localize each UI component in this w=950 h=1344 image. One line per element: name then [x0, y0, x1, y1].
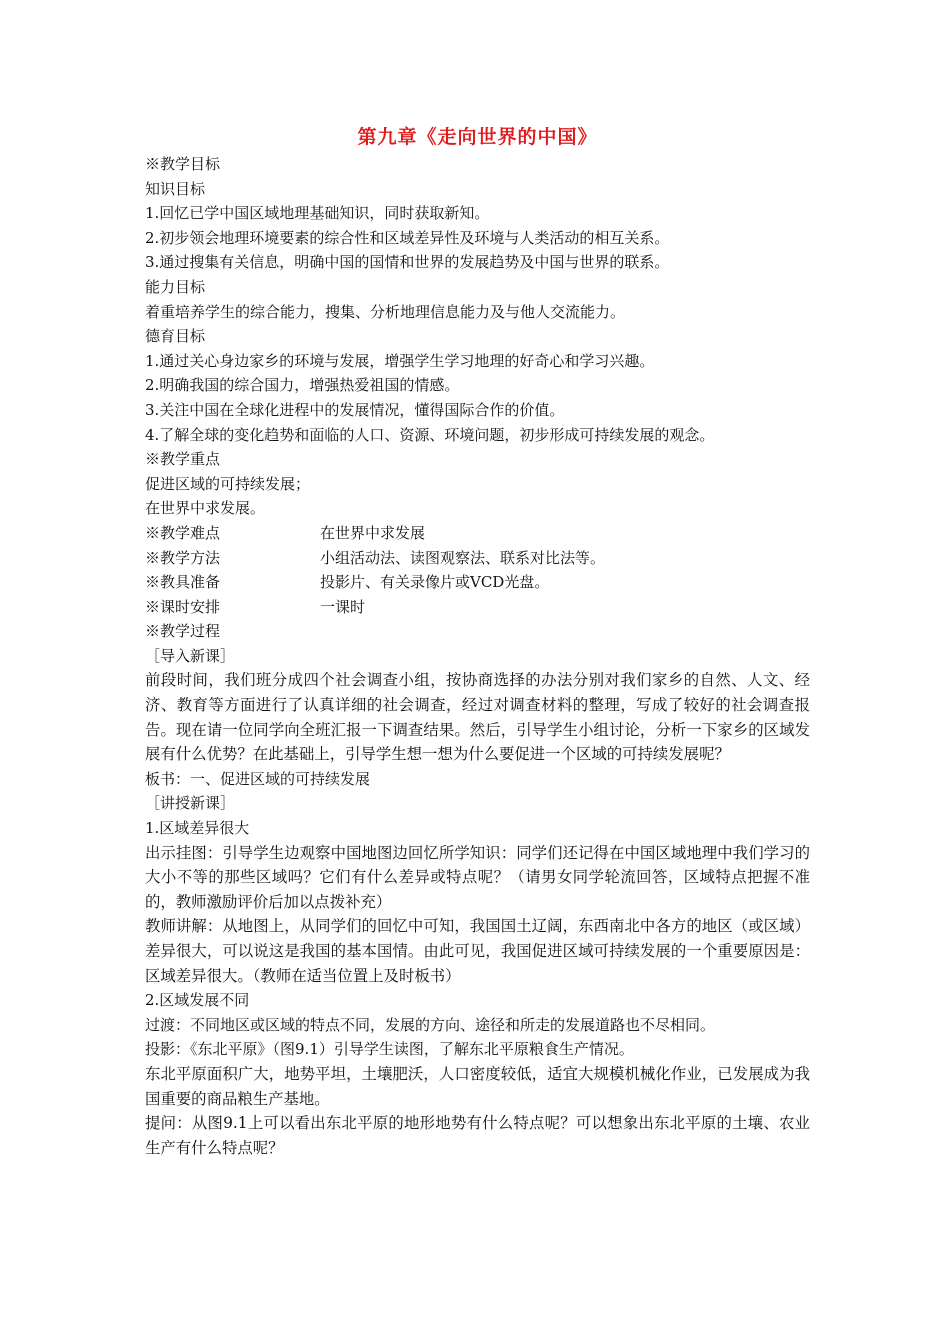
paragraph: 教师讲解：从地图上，从同学们的回忆中可知，我国国土辽阔，东西南北中各方的地区（或区域）差异很大，可以说这是我国的基本国情。由此可见，我国促进区域可持续发展的一个重要原因是：区域差异很大。（教师在适当位置上及时板书） [145, 917, 810, 985]
info-key: ※课时安排 [145, 597, 221, 616]
bracket-label: ［导入新课］ [145, 646, 236, 665]
subheading: 能力目标 [145, 277, 206, 296]
paragraph: 出示挂图：引导学生边观察中国地图边回忆所学知识：同学们还记得在中国区域地理中我们学习的大小不等的那些区域吗？它们有什么差异或特点呢？（请男女同学轮流回答，区域特点把握不准的，教师激励评价后加以点拨补充） [145, 843, 810, 911]
subheading: 德育目标 [145, 327, 206, 346]
list-item: 2.初步领会地理环境要素的综合性和区域差异性及环境与人类活动的相互关系。 [145, 228, 670, 247]
list-item: 1.回忆已学中国区域地理基础知识，同时获取新知。 [145, 204, 490, 223]
info-value: 小组活动法、读图观察法、联系对比法等。 [320, 548, 606, 567]
info-row [145, 570, 810, 595]
text-line: 在世界中求发展。 [145, 499, 266, 518]
document-title: 第九章《走向世界的中国》 [357, 126, 598, 148]
paragraph: 提问：从图9.1上可以看出东北平原的地形地势有什么特点呢？可以想象出东北平原的土壤、农业生产有什么特点呢？ [145, 1114, 810, 1157]
subheading: 知识目标 [145, 179, 206, 198]
bracket-label: ［讲授新课］ [145, 794, 236, 813]
numbered-heading: 1.区域差异很大 [145, 819, 250, 838]
board-note: 板书：一、促进区域的可持续发展 [145, 769, 371, 788]
text-line: 促进区域的可持续发展； [145, 474, 311, 493]
info-row [145, 546, 810, 571]
list-item: 2.明确我国的综合国力，增强热爱祖国的情感。 [145, 376, 460, 395]
info-key: ※教学方法 [145, 548, 221, 567]
info-value: 在世界中求发展 [320, 523, 426, 542]
section-heading: ※教学过程 [145, 622, 221, 641]
numbered-heading: 2.区域发展不同 [145, 991, 250, 1010]
list-item: 1.通过关心身边家乡的环境与发展，增强学生学习地理的好奇心和学习兴趣。 [145, 351, 655, 370]
intro-paragraph: 前段时间，我们班分成四个社会调查小组，按协商选择的办法分别对我们家乡的自然、人文、经济、教育等方面进行了认真详细的社会调查，经过对调查材料的整理，写成了较好的社会调查报告。现在请一位同学向全班汇报一下调查结果。然后，引导学生小组讨论，分析一下家乡的区域发展有什么优势？在此基础上，引导学生想一想为什么要促进一个区域的可持续发展呢？ [145, 671, 810, 764]
info-row [145, 595, 810, 620]
info-value: 一课时 [320, 597, 366, 616]
info-value: 投影片、有关录像片或VCD光盘。 [320, 573, 550, 592]
section-heading: ※教学重点 [145, 450, 221, 469]
info-row [145, 521, 810, 546]
list-item: 4.了解全球的变化趋势和面临的人口、资源、环境问题，初步形成可持续发展的观念。 [145, 425, 715, 444]
text-line: 投影：《东北平原》（图9.1）引导学生读图，了解东北平原粮食生产情况。 [145, 1040, 634, 1059]
info-key: ※教具准备 [145, 573, 221, 592]
paragraph: 东北平原面积广大，地势平坦，土壤肥沃，人口密度较低，适宜大规模机械化作业，已发展成为我国重要的商品粮生产基地。 [145, 1064, 810, 1108]
text-line: 过渡：不同地区或区域的特点不同，发展的方向、途径和所走的发展道路也不尽相同。 [145, 1015, 716, 1034]
list-item: 3.关注中国在全球化进程中的发展情况，懂得国际合作的价值。 [145, 400, 565, 419]
text-line: 着重培养学生的综合能力，搜集、分析地理信息能力及与他人交流能力。 [145, 302, 626, 321]
info-key: ※教学难点 [145, 523, 221, 542]
list-item: 3.通过搜集有关信息，明确中国的国情和世界的发展趋势及中国与世界的联系。 [145, 253, 670, 272]
section-heading: ※教学目标 [145, 155, 221, 173]
document-page [145, 124, 810, 1160]
